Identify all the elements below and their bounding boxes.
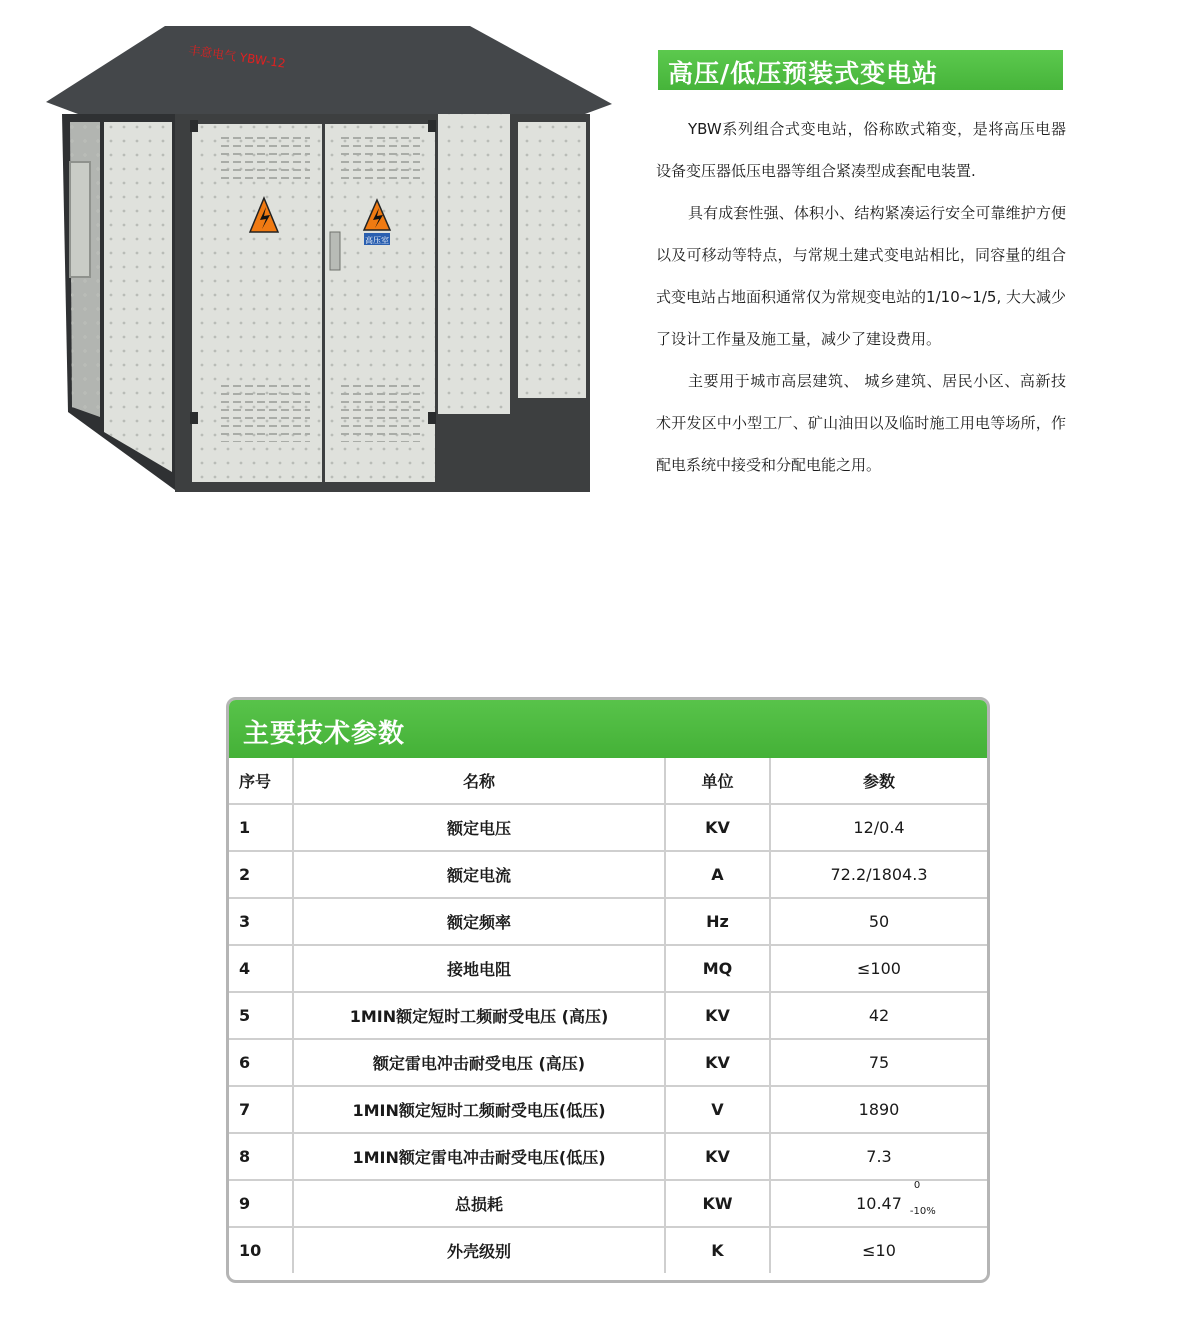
- table-row: [229, 945, 987, 992]
- door-handle: [330, 232, 340, 270]
- row-value: ≤100: [770, 945, 987, 992]
- table-header-row: [229, 758, 987, 804]
- page-title: 高压/低压预装式变电站: [668, 59, 939, 88]
- header-value: 参数: [770, 758, 987, 804]
- table-row: [229, 992, 987, 1039]
- table-row: [229, 804, 987, 851]
- row-no: 1: [229, 804, 293, 851]
- header-name: 名称: [293, 758, 665, 804]
- table-row: [229, 1039, 987, 1086]
- row-name: 额定雷电冲击耐受电压 (高压): [293, 1039, 665, 1086]
- row-unit: K: [665, 1227, 770, 1273]
- row-name: 额定频率: [293, 898, 665, 945]
- table-row: [229, 898, 987, 945]
- row-value: 72.2/1804.3: [770, 851, 987, 898]
- table-row: [229, 1227, 987, 1273]
- tolerance-lower: -10%: [909, 1206, 936, 1217]
- row-value-with-tolerance: [770, 1180, 987, 1227]
- description-paragraph-3: 主要用于城市高层建筑、 城乡建筑、居民小区、高新技术开发区中小型工厂、矿山油田以及临时施工用电等场所，作配电系统中接受和分配电能之用。: [656, 372, 1066, 474]
- row-name: 额定电压: [293, 804, 665, 851]
- row-value: ≤10: [770, 1227, 987, 1273]
- table-row: [229, 1133, 987, 1180]
- tolerance-value: [856, 1180, 936, 1217]
- row-no: 3: [229, 898, 293, 945]
- row-no: 6: [229, 1039, 293, 1086]
- row-no: 2: [229, 851, 293, 898]
- row-name: 外壳级别: [293, 1227, 665, 1273]
- row-name: 1MIN额定雷电冲击耐受电压(低压): [293, 1133, 665, 1180]
- brand-text: 丰意电气 YBW-12: [187, 43, 287, 71]
- row-name: 1MIN额定短时工频耐受电压 (高压): [293, 992, 665, 1039]
- row-no: 8: [229, 1133, 293, 1180]
- door-sign: 高压室: [365, 236, 389, 245]
- row-value: 50: [770, 898, 987, 945]
- tolerance-upper: 0: [913, 1180, 921, 1191]
- description-paragraph-1: YBW系列组合式变电站，俗称欧式箱变，是将高压电器设备变压器低压电器等组合紧凑型成套配电装置.: [656, 120, 1066, 180]
- row-no: 10: [239, 1241, 262, 1260]
- row-unit: KW: [665, 1180, 770, 1227]
- row-name: 接地电阻: [293, 945, 665, 992]
- row-unit: KV: [665, 1039, 770, 1086]
- row-value: 12/0.4: [770, 804, 987, 851]
- row-no: 5: [229, 992, 293, 1039]
- row-value: 42: [770, 992, 987, 1039]
- row-unit: KV: [665, 992, 770, 1039]
- row-value: 7.3: [770, 1133, 987, 1180]
- row-value: 1890: [770, 1086, 987, 1133]
- table-row: [229, 1086, 987, 1133]
- spec-table-card: [226, 697, 990, 1283]
- row-unit: V: [665, 1086, 770, 1133]
- table-row: [229, 851, 987, 898]
- row-no: 7: [229, 1086, 293, 1133]
- row-value: 10.47: [856, 1194, 902, 1213]
- row-unit: KV: [665, 1133, 770, 1180]
- row-no: 4: [229, 945, 293, 992]
- spec-table-header-bar: [229, 700, 987, 758]
- row-unit: KV: [665, 804, 770, 851]
- row-value: 75: [770, 1039, 987, 1086]
- row-unit: A: [665, 851, 770, 898]
- spec-table: [229, 758, 987, 1273]
- description-block: [656, 108, 1066, 486]
- title-banner: [658, 50, 1063, 90]
- row-unit: MQ: [665, 945, 770, 992]
- table-row: [229, 1180, 987, 1227]
- header-unit: 单位: [665, 758, 770, 804]
- spec-table-title: 主要技术参数: [243, 719, 406, 749]
- substation-product-image: [40, 22, 620, 497]
- description-paragraph-2: 具有成套性强、体积小、结构紧凑运行安全可靠维护方便以及可移动等特点，与常规土建式变电站相比，同容量的组合式变电站占地面积通常仅为常规变电站的1/10~1/5, 大大减少了设计工作量及施工量，减少了建设费用。: [656, 204, 1066, 348]
- row-name: 额定电流: [293, 851, 665, 898]
- row-unit: Hz: [665, 898, 770, 945]
- row-name: 1MIN额定短时工频耐受电压(低压): [293, 1086, 665, 1133]
- row-name: 总损耗: [293, 1180, 665, 1227]
- row-no: 9: [229, 1180, 293, 1227]
- roof: [46, 26, 612, 114]
- header-no: 序号: [229, 758, 293, 804]
